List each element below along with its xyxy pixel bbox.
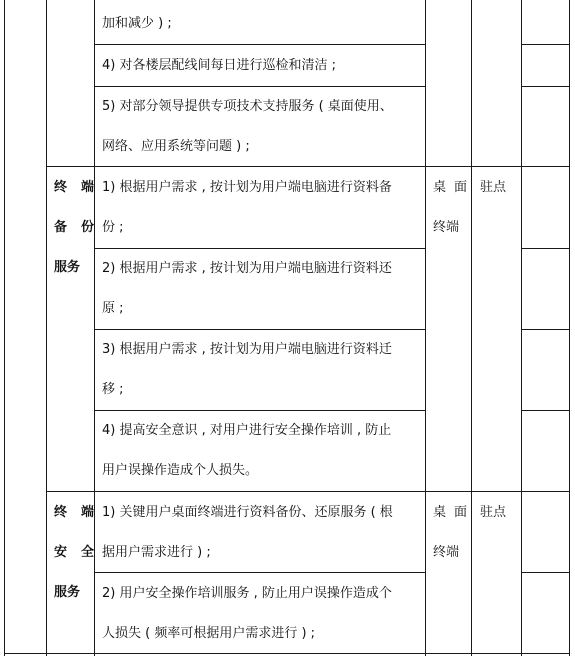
category-label: 安全: [54, 545, 109, 560]
service-item: 人损失 ( 频率可根据用户需求进行 ) ;: [102, 626, 316, 641]
intro-line: 4) 对各楼层配线间每日进行巡检和清洁 ;: [102, 58, 336, 73]
extra-divider: [521, 248, 570, 249]
intro-line: 加和减少 ) ;: [102, 16, 172, 31]
location-label: 终端: [433, 545, 460, 560]
col-divider-extra: [521, 0, 522, 656]
extra-divider: [521, 329, 570, 330]
extra-divider: [521, 410, 570, 411]
section-divider: [46, 491, 570, 492]
location-label: 桌面: [433, 505, 476, 520]
service-item: 2) 用户安全操作培训服务 , 防止用户误操作造成个: [102, 586, 392, 601]
intro-line: 5) 对部分领导提供专项技术支持服务 ( 桌面使用、: [102, 99, 393, 114]
category-label: 服务: [54, 585, 81, 600]
extra-divider: [521, 86, 570, 87]
service-item: 1) 关键用户桌面终端进行资料备份、还原服务 ( 根: [102, 505, 393, 520]
location-label: 终端: [433, 220, 460, 235]
service-item: 3) 根据用户需求 , 按计划为用户端电脑进行资料迁: [102, 342, 392, 357]
col-divider-mode: [471, 0, 472, 656]
service-mode: 驻点: [480, 180, 507, 195]
category-label: 终端: [54, 180, 109, 195]
category-label: 终端: [54, 505, 109, 520]
service-item: 用户误操作造成个人损失。: [102, 463, 259, 478]
intro-line: 网络、应用系统等问题 ) ;: [102, 139, 250, 154]
service-item: 移 ;: [102, 382, 124, 397]
service-item: 据用户需求进行 ) ;: [102, 545, 211, 560]
col-divider-category: [46, 0, 47, 656]
table-left-border: [4, 0, 5, 656]
row-divider: [94, 44, 426, 45]
service-mode: 驻点: [480, 505, 507, 520]
extra-divider: [521, 44, 570, 45]
service-item: 2) 根据用户需求 , 按计划为用户端电脑进行资料还: [102, 261, 392, 276]
category-label: 服务: [54, 260, 81, 275]
service-item: 4) 提高安全意识 , 对用户进行安全操作培训 , 防止: [102, 423, 392, 438]
category-label: 备份: [54, 220, 109, 235]
service-item: 原 ;: [102, 301, 124, 316]
service-item: 1) 根据用户需求 , 按计划为用户端电脑进行资料备: [102, 180, 392, 195]
extra-divider: [521, 572, 570, 573]
service-item: 份 ;: [102, 220, 124, 235]
col-divider-location: [425, 0, 426, 656]
location-label: 桌面: [433, 180, 476, 195]
table-right-border: [569, 0, 570, 656]
